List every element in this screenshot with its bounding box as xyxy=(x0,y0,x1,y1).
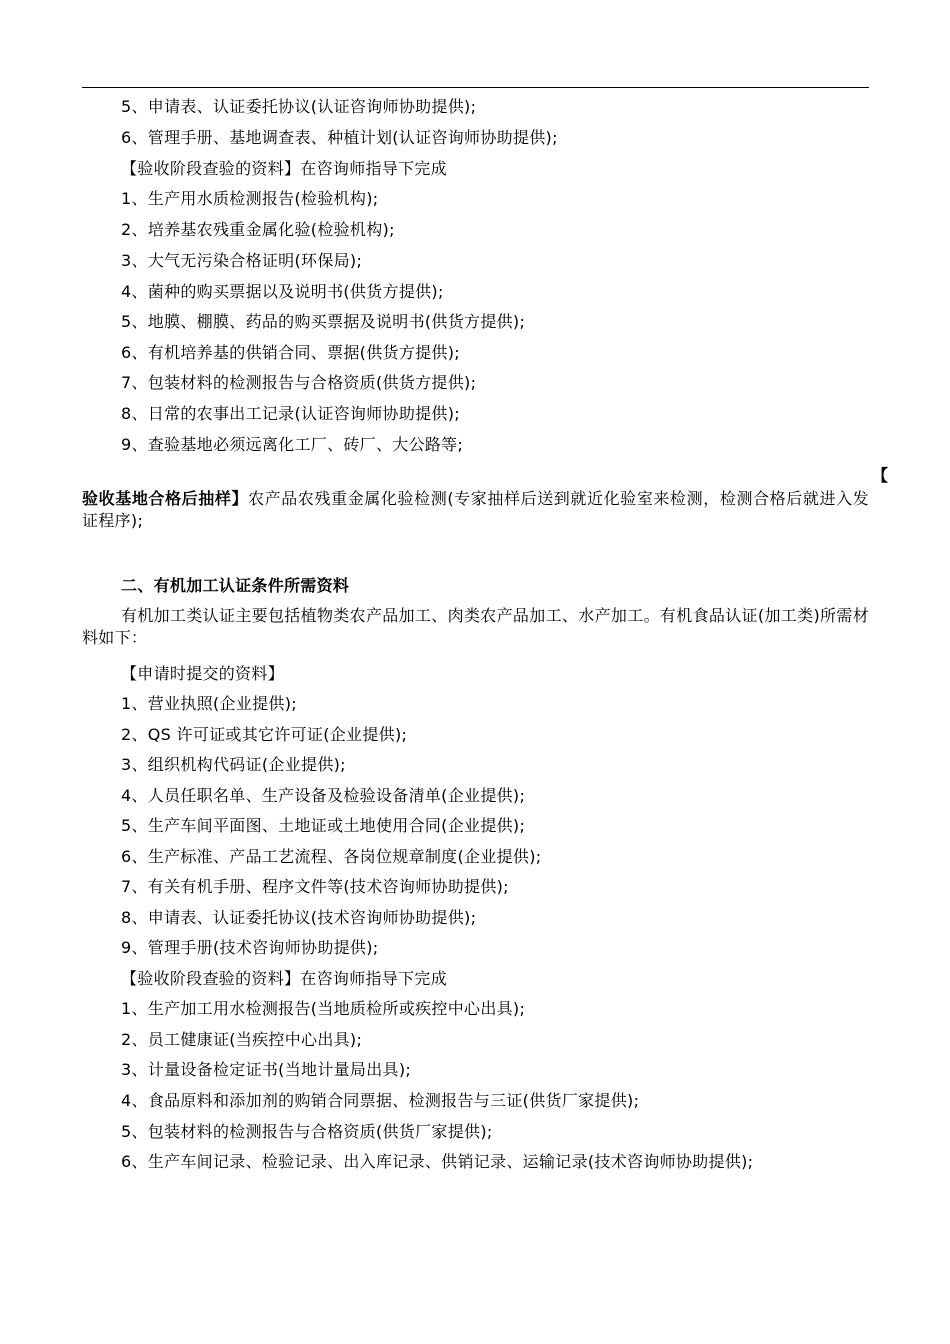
section-intro: 有机加工类认证主要包括植物类农产品加工、肉类农产品加工、水产加工。有机食品认证(加工类)所需材料如下： xyxy=(82,606,869,647)
list-item: 2、培养基农残重金属化验(检验机构); xyxy=(121,220,395,239)
header-rule xyxy=(82,87,869,88)
list-item: 4、食品原料和添加剂的购销合同票据、检测报告与三证(供货厂家提供); xyxy=(121,1091,640,1110)
list-item: 3、大气无污染合格证明(环保局); xyxy=(121,251,363,270)
list-item: 1、生产用水质检测报告(检验机构); xyxy=(121,189,379,208)
list-item: 2、QS 许可证或其它许可证(企业提供); xyxy=(121,725,408,744)
list-item: 8、日常的农事出工记录(认证咨询师协助提供); xyxy=(121,404,460,423)
list-item: 6、生产车间记录、检验记录、出入库记录、供销记录、运输记录(技术咨询师协助提供); xyxy=(121,1152,754,1171)
sampling-label: 验收基地合格后抽样】 xyxy=(82,489,249,508)
sampling-text: 农产品农残重金属化验检测(专家抽样后送到就近化验室来检测，检测合格后就进入发证程序); xyxy=(82,489,869,530)
list-item: 3、组织机构代码证(企业提供); xyxy=(121,755,346,774)
list-item: 5、包装材料的检测报告与合格资质(供货厂家提供); xyxy=(121,1122,493,1141)
list-item: 7、有关有机手册、程序文件等(技术咨询师协助提供); xyxy=(121,877,509,896)
list-item: 7、包装材料的检测报告与合格资质(供货方提供); xyxy=(121,373,477,392)
list-item: 6、管理手册、基地调查表、种植计划(认证咨询师协助提供); xyxy=(121,128,558,147)
apply-heading: 【申请时提交的资料】 xyxy=(121,664,285,683)
list-item: 5、地膜、棚膜、药品的购买票据及说明书(供货方提供); xyxy=(121,312,526,331)
sampling-paragraph xyxy=(82,488,869,532)
list-item: 8、申请表、认证委托协议(技术咨询师协助提供); xyxy=(121,908,477,927)
list-item: 9、管理手册(技术咨询师协助提供); xyxy=(121,938,379,957)
list-item: 9、查验基地必须远离化工厂、砖厂、大公路等; xyxy=(121,435,464,454)
list-item: 6、生产标准、产品工艺流程、各岗位规章制度(企业提供); xyxy=(121,847,542,866)
list-item: 5、申请表、认证委托协议(认证咨询师协助提供); xyxy=(121,97,477,116)
sampling-bracket: 【 xyxy=(872,466,889,485)
list-item: 4、人员任职名单、生产设备及检验设备清单(企业提供); xyxy=(121,786,526,805)
list-item: 1、生产加工用水检测报告(当地质检所或疾控中心出具); xyxy=(121,999,526,1018)
acceptance-heading: 【验收阶段查验的资料】在咨询师指导下完成 xyxy=(121,159,448,178)
list-item: 4、菌种的购买票据以及说明书(供货方提供); xyxy=(121,282,444,301)
list-item: 6、有机培养基的供销合同、票据(供货方提供); xyxy=(121,343,460,362)
list-item: 1、营业执照(企业提供); xyxy=(121,694,297,713)
list-item: 3、计量设备检定证书(当地计量局出具); xyxy=(121,1060,412,1079)
acceptance-heading: 【验收阶段查验的资料】在咨询师指导下完成 xyxy=(121,969,448,988)
list-item: 2、员工健康证(当疾控中心出具); xyxy=(121,1030,363,1049)
section-title: 二、有机加工认证条件所需资料 xyxy=(121,576,350,595)
list-item: 5、生产车间平面图、土地证或土地使用合同(企业提供); xyxy=(121,816,526,835)
